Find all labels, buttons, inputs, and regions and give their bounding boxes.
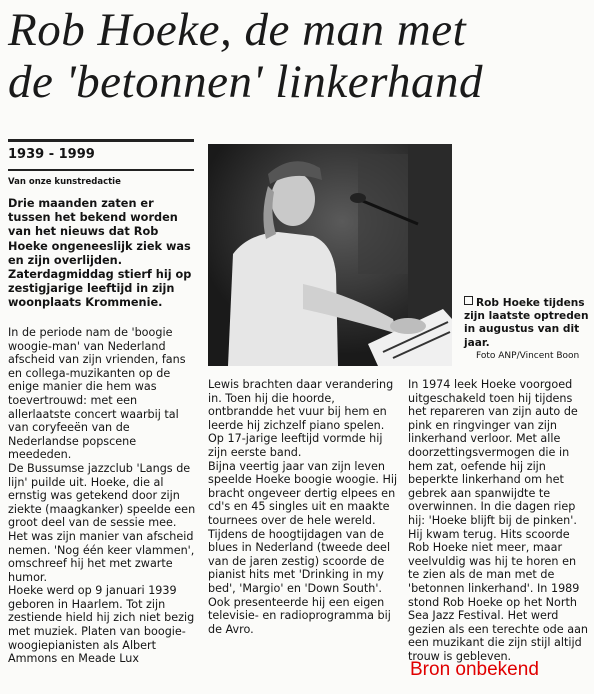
dateline-top-rule: [8, 139, 194, 142]
paragraph: Bijna veertig jaar van zijn leven speelde Hoeke boogie woogie. Hij bracht ongeveer dertig elpees en cd's en 45 singles uit en maakte tournees over de hele wereld. Tijdens de hoogtijdagen van de blues in Nederland (tweede deel van de jaren zestig) scoorde de pianist hits met 'Drinking in my bed', 'Margio' en 'Down South'. Ook presenteerde hij een eigen televisie- en radioprogramma bij de Avro.: [208, 459, 398, 636]
photo-rob-hoeke: [208, 144, 452, 366]
headline-line-2: de 'betonnen' linkerhand: [8, 56, 484, 108]
article-column-3: [408, 378, 590, 663]
article-column-1: [8, 326, 198, 666]
source-note: Bron onbekend: [410, 659, 539, 680]
photo-illustration: [208, 144, 452, 366]
paragraph: In 1974 leek Hoeke voorgoed uitgeschakeld toen hij tijdens het repareren van zijn auto de pink en ringvinger van zijn linkerhand verloor. Met alle doorzettingsvermogen die in hem zat, oefende hij zijn beperkte linkerhand om het gebrek aan spanwijdte te overwinnen. In die dagen riep hij: 'Hoeke blijft bij de pinken'. Hij kwam terug. Hits scoorde Rob Hoeke niet meer, maar veelvuldig was hij te horen en te zien als de man met de 'betonnen linkerhand'. In 1989 stond Rob Hoeke op het North Sea Jazz Festival. Het werd gezien als een terechte ode aan een muzikant die zijn stijl altijd trouw is gebleven.: [408, 378, 589, 663]
paragraph: Het was zijn manier van afscheid nemen. 'Nog één keer vlammen', omschreef hij het met zwarte humor.: [8, 529, 195, 584]
paragraph: De Bussumse jazzclub 'Langs de lijn' puilde uit. Hoeke, die al ernstig was getekend door zijn ziekte (maagkanker) speelde een groot deel van de sessie mee.: [8, 461, 196, 530]
dateline-bottom-rule: [8, 169, 194, 171]
headline-line-1: Rob Hoeke, de man met: [8, 4, 467, 56]
article-column-2: [208, 378, 398, 636]
byline: Van onze kunstredactie: [8, 177, 121, 187]
paragraph: Op 17-jarige leeftijd vormde hij zijn eerste band.: [208, 432, 383, 459]
lead-paragraph: Drie maanden zaten er tussen het bekend worden van het nieuws dat Rob Hoeke ongeneeslijk ziek was en zijn overlijden. Zaterdagmiddag stierf hij op zestigjarige leeftijd in zijn woonplaats Krommenie.: [8, 197, 192, 310]
caption-square-icon: [464, 296, 473, 305]
paragraph: In de periode nam de 'boogie woogie-man' van Nederland afscheid van zijn vrienden, fans en collega-muzikanten op de enige manier die hem was toevertrouwd: met een allerlaatste concert waarbij tal van coryfeeën van de Nederlandse popscene meededen.: [8, 326, 186, 462]
photo-caption: [464, 296, 590, 350]
headline: [8, 4, 588, 108]
photo-credit: Foto ANP/Vincent Boon: [476, 351, 580, 361]
paragraph: Lewis brachten daar verandering in. Toen hij die hoorde, ontbrandde het vuur bij hem en leerde hij zichzelf piano spelen.: [208, 378, 394, 432]
caption-text: Rob Hoeke tijdens zijn laatste optreden in augustus van dit jaar.: [464, 297, 589, 349]
dateline: 1939 - 1999: [8, 147, 95, 162]
paragraph: Hoeke werd op 9 januari 1939 geboren in Haarlem. Tot zijn zestiende hield hij zich niet bezig met muziek. Platen van boogie-woogiepianisten als Albert Ammons en Meade Lux: [8, 584, 195, 666]
